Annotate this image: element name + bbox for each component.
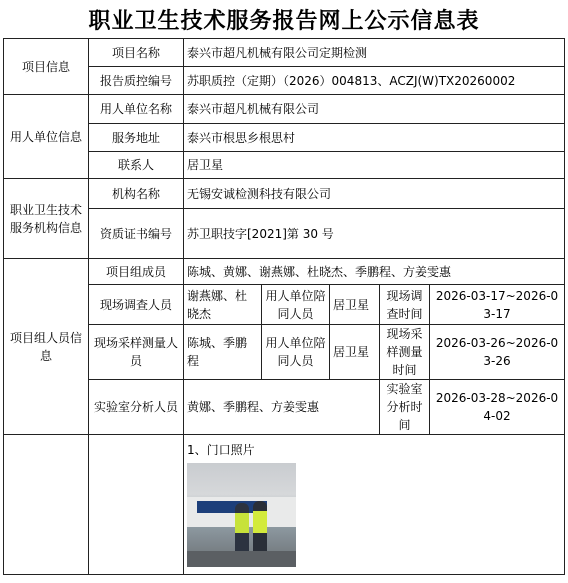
photo-caption: 1、门口照片 xyxy=(187,443,255,457)
agency-name-label: 机构名称 xyxy=(89,179,184,209)
table-row xyxy=(4,435,565,575)
table-row xyxy=(4,124,565,152)
sampling-time-value: 2026-03-26~2026-03-26 xyxy=(430,325,565,380)
certificate-label: 资质证书编号 xyxy=(89,209,184,259)
sampling-companion-label: 用人单位陪同人员 xyxy=(262,325,330,380)
lab-time-label: 实验室分析时间 xyxy=(380,380,430,435)
page-title: 职业卫生技术服务报告网上公示信息表 xyxy=(88,9,480,34)
agency-section-label: 职业卫生技术服务机构信息 xyxy=(4,179,89,259)
certificate-value: 苏卫职技字[2021]第 30 号 xyxy=(184,209,565,259)
table-row xyxy=(4,39,565,67)
photo-section xyxy=(184,435,565,575)
table-row xyxy=(4,95,565,124)
photo-left-blank xyxy=(4,435,89,575)
photo-left-blank-2 xyxy=(89,435,184,575)
employer-unit-label: 用人单位名称 xyxy=(89,95,184,124)
entrance-photo xyxy=(187,463,296,567)
employer-section-label: 用人单位信息 xyxy=(4,95,89,179)
project-name-value: 泰兴市超凡机械有限公司定期检测 xyxy=(184,39,565,67)
sampling-companion-value: 居卫星 xyxy=(330,325,380,380)
survey-staff-label: 现场调查人员 xyxy=(89,285,184,325)
contact-label: 联系人 xyxy=(89,152,184,179)
table-row xyxy=(4,285,565,325)
contact-value: 居卫星 xyxy=(184,152,565,179)
lab-staff-value: 黄娜、季鹏程、方姜雯惠 xyxy=(184,380,380,435)
table-row xyxy=(4,209,565,259)
team-members-value: 陈城、黄娜、谢燕娜、杜晓杰、季鹏程、方姜雯惠 xyxy=(184,259,565,285)
table-row xyxy=(4,259,565,285)
lab-time-value: 2026-03-28~2026-04-02 xyxy=(430,380,565,435)
personnel-section-label: 项目组人员信息 xyxy=(4,259,89,435)
survey-time-label: 现场调查时间 xyxy=(380,285,430,325)
disclosure-table xyxy=(3,38,565,575)
service-address-label: 服务地址 xyxy=(89,124,184,152)
survey-time-value: 2026-03-17~2026-03-17 xyxy=(430,285,565,325)
team-members-label: 项目组成员 xyxy=(89,259,184,285)
employer-unit-value: 泰兴市超凡机械有限公司 xyxy=(184,95,565,124)
table-row xyxy=(4,67,565,95)
service-address-value: 泰兴市根思乡根思村 xyxy=(184,124,565,152)
project-name-label: 项目名称 xyxy=(89,39,184,67)
agency-name-value: 无锡安诚检测科技有限公司 xyxy=(184,179,565,209)
survey-companion-label: 用人单位陪同人员 xyxy=(262,285,330,325)
report-code-value: 苏职质控（定期）（2026）004813、ACZJ(W)TX20260002 xyxy=(184,67,565,95)
table-row xyxy=(4,152,565,179)
table-row xyxy=(4,325,565,380)
sampling-staff-label: 现场采样测量人员 xyxy=(89,325,184,380)
report-code-label: 报告质控编号 xyxy=(89,67,184,95)
project-section-label: 项目信息 xyxy=(4,39,89,95)
table-row xyxy=(4,380,565,435)
sampling-staff-value: 陈城、季鹏程 xyxy=(184,325,262,380)
table-row xyxy=(4,179,565,209)
survey-staff-value: 谢燕娜、杜晓杰 xyxy=(184,285,262,325)
sampling-time-label: 现场采样测量时间 xyxy=(380,325,430,380)
lab-staff-label: 实验室分析人员 xyxy=(89,380,184,435)
survey-companion-value: 居卫星 xyxy=(330,285,380,325)
